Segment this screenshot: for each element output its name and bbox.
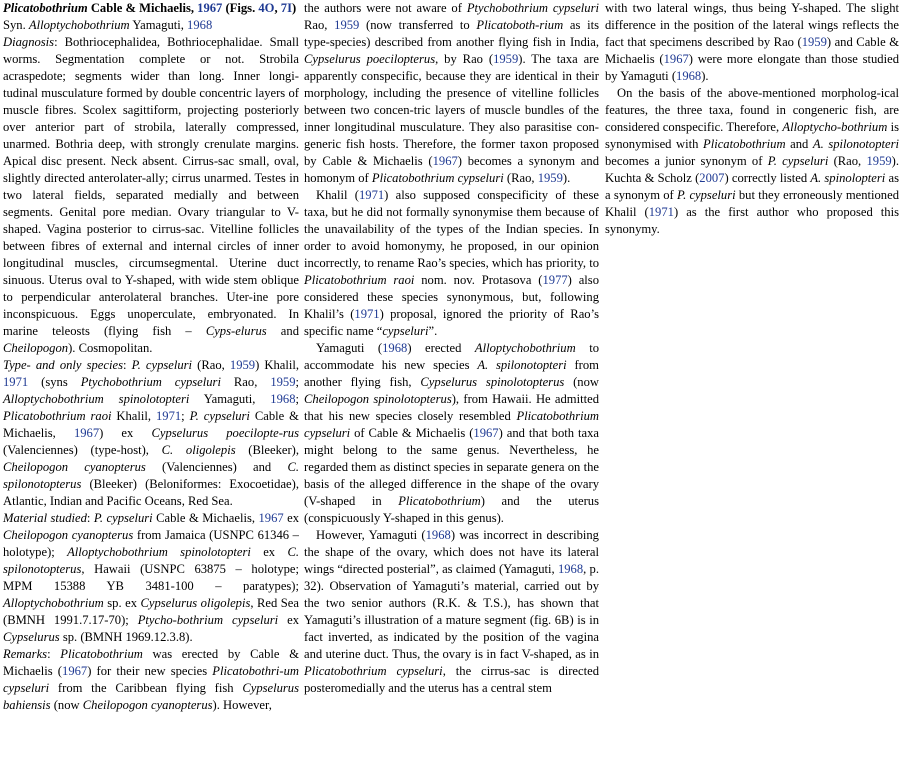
- citation-link[interactable]: 1968: [270, 392, 296, 406]
- citation-link[interactable]: 1971: [354, 307, 380, 321]
- citation-link[interactable]: 1959: [334, 18, 360, 32]
- paragraph: On the basis of the above-mentioned morpholog-ical features, the three taxa, found in congeneric fish, are considered conspecific. Therefore, Alloptycho-bothrium is synonymised with Plicatobothrium and A. spilonotopteri becomes a junior synonym of P. cypseluri (Rao, 1959). Kuchta & Scholz (2007) correctly listed A. spinolopteri as a synonym of P. cypseluri but they erroneously mentioned Khalil (1971) as the first author who proposed this synonymy.: [605, 86, 900, 236]
- citation-link[interactable]: 1971: [155, 409, 182, 423]
- citation-link[interactable]: 1977: [542, 273, 568, 287]
- citation-link[interactable]: 7I: [280, 1, 292, 15]
- citation-link[interactable]: 1967: [473, 426, 499, 440]
- citation-link[interactable]: 1967: [432, 154, 458, 168]
- citation-link[interactable]: 1959: [866, 154, 892, 168]
- citation-link[interactable]: 1971: [648, 205, 674, 219]
- citation-link[interactable]: 1959: [493, 52, 519, 66]
- citation-link[interactable]: 1968: [676, 69, 702, 83]
- citation-link[interactable]: 1959: [537, 171, 563, 185]
- paragraph: However, Yamaguti (1968) was incorrect in describing the shape of the ovary, which does not have its lateral wings “directed posterial”, as claimed (Yamaguti, 1968, p. 32). Observation of Yamaguti’s material, carried out by the two senior authors (R.K. & T.S.), has shown that Yamaguti’s illustration of a mature segment (fig. 6B) is in fact inverted, as indicated by the position of the vagina and uterine duct. Thus, the ovary is in fact V-shaped, as in Plicatobothrium cypseluri, the cirrus-sac is directed posteromedially and the uterus has a central stem: [304, 528, 599, 695]
- citation-link[interactable]: 1968: [187, 18, 213, 32]
- citation-link[interactable]: 2007: [699, 171, 725, 185]
- citation-link[interactable]: 1959: [801, 35, 827, 49]
- column-3: [605, 0, 899, 238]
- citation-link[interactable]: 4O: [258, 1, 275, 15]
- citation-link[interactable]: 1959: [270, 375, 296, 389]
- citation-link[interactable]: 1967: [258, 511, 284, 525]
- diagnosis-paragraph: Diagnosis: Bothriocephalidea, Bothriocephalidae. Small worms. Segmentation complete or not. Strobila acraspedote; segments wider than long. Inner longi-tudinal musculature formed by double concentric layers of muscle fibres. Scolex sagittiform, projecting posteriorly over anterior part of strobila, laterally compressed, unarmed. Bothria deep, with strongly crenulate margins. Apical disc present. Neck absent. Cirrus-sac small, oval, slightly directed anterolater-ally; cirrus unarmed. Testes in two lateral fields, separated medially and between segments. Genital pore median. Ovary triangular to V-shaped. Vagina posterior to cirrus-sac. Vitelline follicles between fibres of external and internal circles of inner longitudinal muscles, circumsegmental. Uterine duct sinuous. Uterus oval to Y-shaped, with wide stem oblique to perpendicular anterolateral branches. Uter-ine pore inconspicuous. Eggs unoperculate, embryonated. In marine teleosts (flying fish – Cyps-elurus and Cheilopogon). Cosmopolitan.: [3, 35, 299, 355]
- material-studied-paragraph: Material studied: P. cypseluri Cable & Michaelis, 1967 ex Cheilopogon cyanopterus from Jamaica (USNPC 61346 – holotype); Alloptychobothrium spinolotopteri ex C. spilonotopterus, Hawaii (USNPC 63875 – holotype; MPM 15388 YB 3481-100 – paratypes); Alloptychobothrium sp. ex Cypselurus oligolepis, Red Sea (BMNH 1991.7.17-70); Ptycho-bothrium cypseluri ex Cypselurus sp. (BMNH 1969.12.3.8).: [3, 511, 299, 644]
- paragraph: the authors were not aware of Ptychobothrium cypseluri Rao, 1959 (now transferred to Plicatoboth-rium as its type-species) described from another flying fish in India, Cypselurus poecilopterus, by Rao (1959). The taxa are apparently conspecific, because they are identical in their morphology, including the presence of vitelline follicles between two concen-tric layers of muscle bundles of the inner longitudinal musculature. They also parasitise con-generic fish hosts. Therefore, the former taxon proposed by Cable & Michaelis (1967) becomes a synonym and homonym of Plicatobothrium cypseluri (Rao, 1959).: [304, 1, 599, 185]
- citation-link[interactable]: 1971: [358, 188, 385, 202]
- genus-heading: Plicatobothrium Cable & Michaelis, 1967 (Figs. 4O, 7I): [3, 1, 297, 15]
- citation-link[interactable]: 1967: [73, 426, 100, 440]
- paragraph: Yamaguti (1968) erected Alloptychobothrium to accommodate his new species A. spilonotopteri from another flying fish, Cypselurus spinolotopterus (now Cheilopogon spinolotopterus), from Hawaii. He admitted that his new species closely resembled Plicatobothrium cypseluri of Cable & Michaelis (1967) and that both taxa might belong to the same genus. Nevertheless, he regarded them as distinct species in separate genera on the basis of the alleged difference in the shape of the ovary (V-shaped in Plicatobothrium) and the uterus (conspicuously Y-shaped in this genus).: [304, 341, 599, 525]
- remarks-paragraph: Remarks: Plicatobothrium was erected by Cable & Michaelis (1967) for their new species Plicatobothri-um cypseluri from the Caribbean flying fish Cypselurus bahiensis (now Cheilopogon cyanopterus). However,: [3, 647, 299, 712]
- synonym-line: Syn. Alloptychobothrium Yamaguti, 1968: [3, 18, 213, 32]
- paragraph: with two lateral wings, thus being Y-shaped. The slight difference in the position of the lateral wings reflects the fact that specimens described by Rao (1959) and Cable & Michaelis (1967) were more elongate than those studied by Yamaguti (1968).: [605, 1, 899, 83]
- column-1: [3, 0, 299, 714]
- citation-link[interactable]: 1959: [229, 358, 256, 372]
- citation-link[interactable]: 1968: [557, 562, 584, 576]
- citation-link[interactable]: 1967: [197, 1, 223, 15]
- citation-link[interactable]: 1971: [3, 375, 29, 389]
- citation-link[interactable]: 1967: [62, 664, 88, 678]
- paragraph: Khalil (1971) also supposed conspecificity of these taxa, but he did not formally synonymise them because of the unavailability of the types of the Indian species. In order to avoid homonymy, he proposed, in our opinion incorrectly, to rename Rao’s species, which has priority, to Plicatobothrium raoi nom. nov. Protasova (1977) also considered these species synonymous, but, following Khalil’s (1971) proposal, ignored the priority of Rao’s specific name “cypseluri”.: [304, 188, 599, 338]
- citation-link[interactable]: 1968: [382, 341, 408, 355]
- citation-link[interactable]: 1968: [425, 528, 451, 542]
- column-2: [304, 0, 599, 697]
- citation-link[interactable]: 1967: [663, 52, 689, 66]
- type-species-paragraph: Type- and only species: P. cypseluri (Rao, 1959) Khalil, 1971 (syns Ptychobothrium cypseluri Rao, 1959; Alloptychobothrium spinolotopteri Yamaguti, 1968; Plicatobothrium raoi Khalil, 1971; P. cypseluri Cable & Michaelis, 1967) ex Cypselurus poecilopte-rus (Valenciennes) (type-host), C. oligolepis (Bleeker), Cheilopogon cyanopterus (Valenciennes) and C. spilonotopterus (Bleeker) (Beloniformes: Exocoetidae), Atlantic, Indian and Pacific Oceans, Red Sea.: [3, 358, 299, 508]
